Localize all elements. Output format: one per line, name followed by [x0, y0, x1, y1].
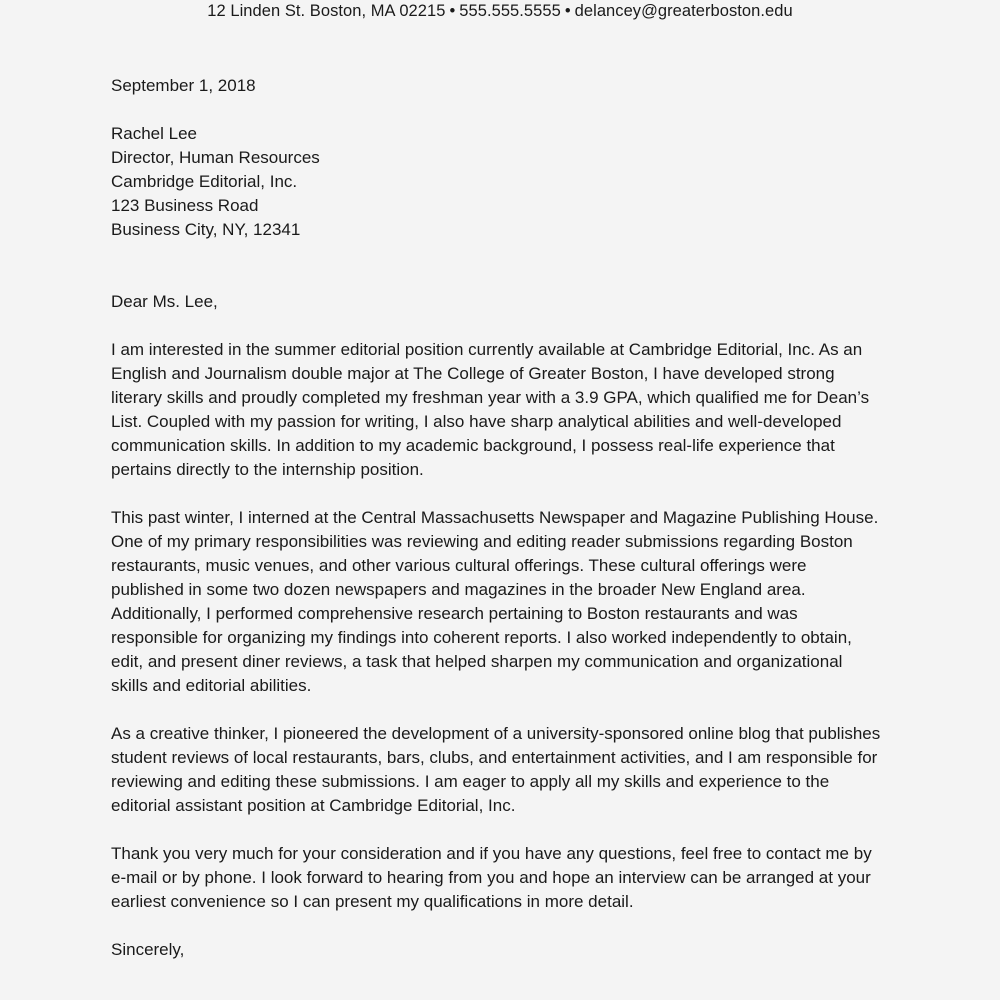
letterhead-contact-line	[0, 0, 1000, 25]
letterhead-address: 12 Linden St. Boston, MA 02215	[207, 2, 446, 20]
letter-body	[111, 74, 883, 962]
letterhead-separator-2: •	[564, 2, 571, 20]
body-paragraph-3: As a creative thinker, I pioneered the development of a university-sponsored online blog that publishes student reviews of local restaurants, bars, clubs, and entertainment activities, and I am responsible for reviewing and editing these submissions. I am eager to apply all my skills and experience to the editorial assistant position at Cambridge Editorial, Inc.	[111, 724, 881, 815]
body-paragraph-4: Thank you very much for your consideration and if you have any questions, feel free to contact me by e-mail or by phone. I look forward to hearing from you and hope an interview can be arranged at your earliest convenience so I can present my qualifications in more detail.	[111, 844, 872, 911]
recipient-city-state-zip: Business City, NY, 12341	[111, 220, 301, 239]
recipient-name: Rachel Lee	[111, 124, 198, 143]
letterhead	[0, 0, 1000, 25]
recipient-title: Director, Human Resources	[111, 148, 320, 167]
letterhead-separator-1: •	[449, 2, 456, 20]
recipient-address-block	[111, 122, 883, 242]
salutation: Dear Ms. Lee,	[111, 292, 218, 311]
body-paragraph-2: This past winter, I interned at the Central Massachusetts Newspaper and Magazine Publishing House. One of my primary responsibilities was reviewing and editing reader submissions regarding Boston restaurants, music venues, and other various cultural offerings. These cultural offerings were published in some two dozen newspapers and magazines in the broader New England area. Additionally, I performed comprehensive research pertaining to Boston restaurants and was responsible for organizing my findings into coherent reports. I also worked independently to obtain, edit, and present diner reviews, a task that helped sharpen my communication and organizational skills and editorial abilities.	[111, 508, 879, 695]
body-paragraph-1: I am interested in the summer editorial position currently available at Cambridge Editorial, Inc. As an English and Journalism double major at The College of Greater Boston, I have developed strong literary skills and proudly completed my freshman year with a 3.9 GPA, which qualified me for Dean’s List. Coupled with my passion for writing, I also have sharp analytical abilities and well-developed communication skills. In addition to my academic background, I possess real-life experience that pertains directly to the internship position.	[111, 340, 870, 479]
letterhead-email: delancey@greaterboston.edu	[574, 2, 793, 20]
date-line: September 1, 2018	[111, 76, 256, 95]
closing-salutation: Sincerely,	[111, 940, 185, 959]
recipient-street: 123 Business Road	[111, 196, 259, 215]
recipient-company: Cambridge Editorial, Inc.	[111, 172, 298, 191]
letterhead-phone: 555.555.5555	[459, 2, 561, 20]
